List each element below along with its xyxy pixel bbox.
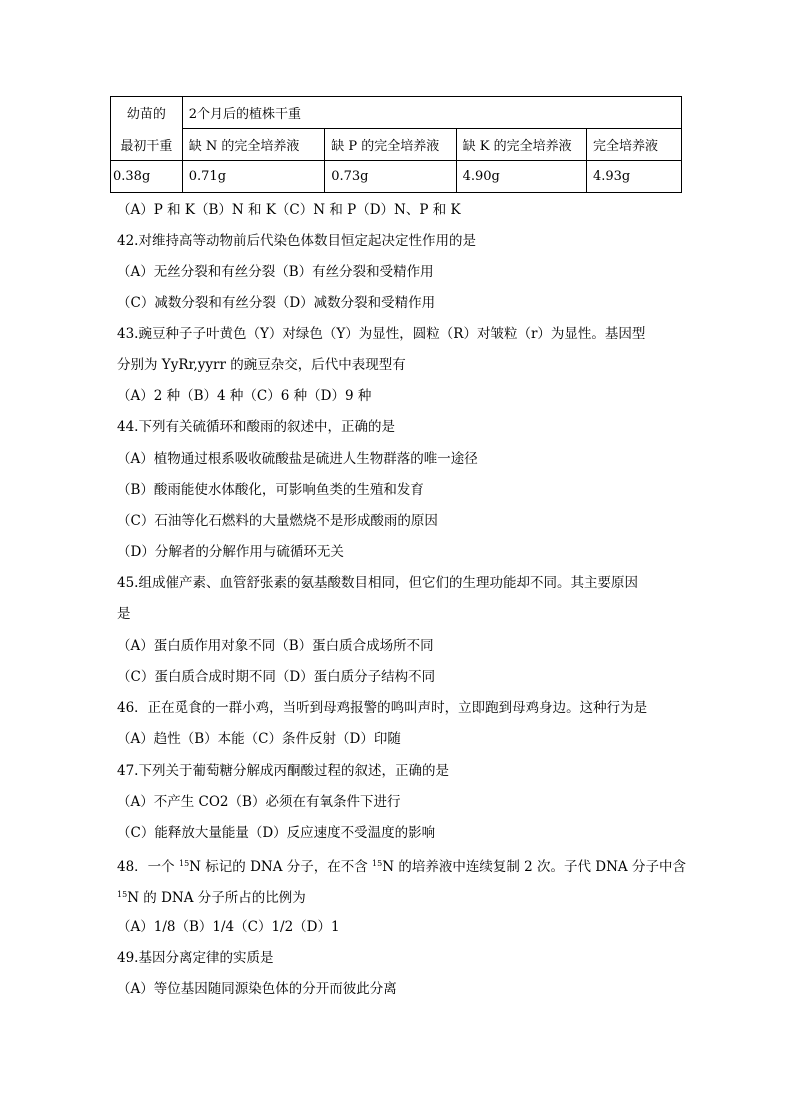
q48-stem-line2: $^{15}$N 的 DNA 分子所占的比例为 [117,890,306,906]
q47-options-ab: （A）不产生 CO2（B）必须在有氧条件下进行 [117,794,401,810]
value-initial: 0.38g [111,161,183,193]
value-no-n: 0.71g [182,161,324,193]
q48-options: （A）1/8（B）1/4（C）1/2（D）1 [117,919,340,935]
q45-stem-line1: 45.组成催产素、血管舒张素的氨基酸数目相同，但它们的生理功能却不同。其主要原因 [117,575,638,591]
col-header-no-k: 缺 K 的完全培养液 [456,129,586,161]
initial-weight-header-top: 幼苗的 [111,97,183,129]
q47-options-cd: （C）能释放大量能量（D）反应速度不受温度的影响 [117,825,436,841]
col-header-complete: 完全培养液 [586,129,681,161]
q43-stem-line1: 43.豌豆种子子叶黄色（Y）对绿色（Y）为显性，圆粒（R）对皱粒（r）为显性。基因型 [117,326,646,342]
value-no-k: 4.90g [456,161,586,193]
q42-options-cd: （C）减数分裂和有丝分裂（D）减数分裂和受精作用 [117,295,436,311]
q42-options-ab: （A）无丝分裂和有丝分裂（B）有丝分裂和受精作用 [117,264,434,280]
initial-weight-header-bottom: 最初干重 [111,129,183,161]
q48-stem-line1: 48．一个 $^{15}$N 标记的 DNA 分子，在不含 $^{15}$N 的培养液中连续复制 2 次。子代 DNA 分子中含 [117,859,686,875]
q44-option-b: （B）酸雨能使水体酸化，可影响鱼类的生殖和发育 [117,482,424,498]
q49-stem: 49.基因分离定律的实质是 [117,950,274,966]
q45-stem-line2: 是 [117,606,131,622]
q46-stem: 46．正在觅食的一群小鸡，当听到母鸡报警的鸣叫声时，立即跑到母鸡身边。这种行为是 [117,700,648,716]
value-no-p: 0.73g [325,161,456,193]
q43-stem-line2: 分别为 YyRr,yyrr 的豌豆杂交，后代中表现型有 [117,357,406,373]
q44-option-d: （D）分解者的分解作用与硫循环无关 [117,544,344,560]
q45-options-cd: （C）蛋白质合成时期不同（D）蛋白质分子结构不同 [117,669,436,685]
q42-stem: 42.对维持高等动物前后代染色体数目恒定起决定性作用的是 [117,233,476,249]
q47-stem: 47.下列关于葡萄糖分解成丙酮酸过程的叙述，正确的是 [117,763,449,779]
q43-options: （A）2 种（B）4 种（C）6 种（D）9 种 [117,388,372,404]
q45-options-ab: （A）蛋白质作用对象不同（B）蛋白质合成场所不同 [117,638,434,654]
q49-option-a: （A）等位基因随同源染色体的分开而彼此分离 [117,981,397,997]
q46-options: （A）趋性（B）本能（C）条件反射（D）印随 [117,731,401,747]
col-header-no-p: 缺 P 的完全培养液 [325,129,456,161]
q44-option-c: （C）石油等化石燃料的大量燃烧不是形成酸雨的原因 [117,513,438,529]
q44-option-a: （A）植物通过根系吸收硫酸盐是硫进人生物群落的唯一途径 [117,451,478,467]
q41-options: （A）P 和 K（B）N 和 K（C）N 和 P（D）N、P 和 K [117,202,461,218]
dry-weight-table [110,96,682,193]
value-complete: 4.93g [586,161,681,193]
col-header-no-n: 缺 N 的完全培养液 [182,129,324,161]
q44-stem: 44.下列有关硫循环和酸雨的叙述中，正确的是 [117,419,395,435]
two-month-weight-header: 2个月后的植株干重 [182,97,681,129]
